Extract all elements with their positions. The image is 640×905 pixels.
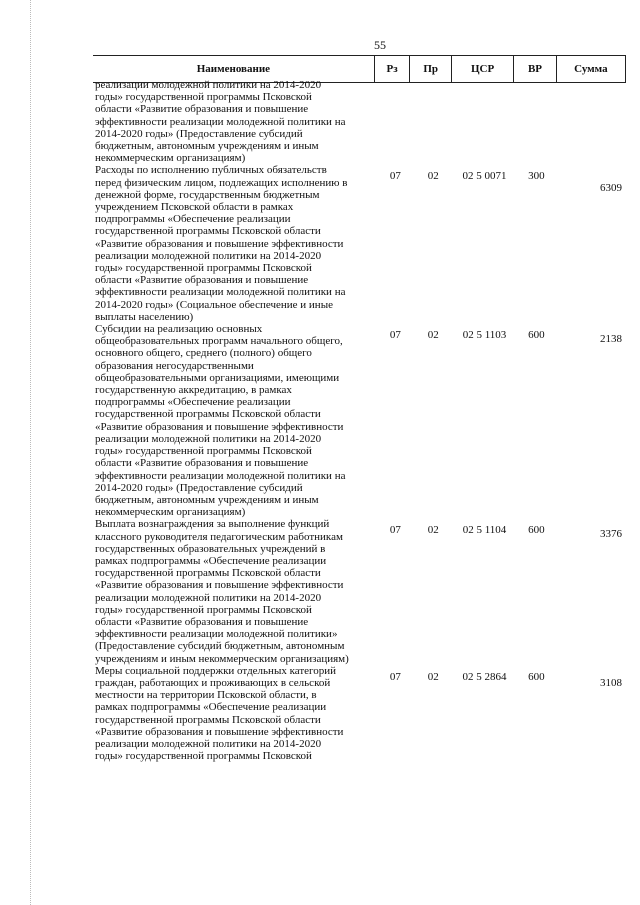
- table-row: [93, 79, 626, 164]
- row-name: Выплата вознаграждения за выполнение функций классного руководителя педагогическим работникам государственных образовательных учреждений в рамках подпрограммы «Обеспечение реализации государственной программы Псковской области «Развитие образования и повышение эффективности реализации молодежной политики на 2014-2020 годы» государственной программы Псковской области «Развитие образования и повышение эффективности реализации молодежной политики» (Предоставление субсидий бюджетным, автономным учреждениям и иным некоммерческим организациям): [95, 518, 349, 665]
- row-sum: 3376: [600, 528, 622, 541]
- header-vr: ВР: [513, 56, 556, 82]
- row-name: Меры социальной поддержки отдельных категорий граждан, работающих и проживающих в сельской местности на территории Псковской области, в рамках подпрограммы «Обеспечение реализации государственной программы Псковской области «Развитие образования и повышение эффективности реализации молодежной политики на 2014-2020 годы» государственной программы Псковской: [95, 664, 344, 763]
- header-pr: Пр: [409, 56, 451, 82]
- header-name: Наименование: [196, 63, 271, 75]
- row-csr: 02 5 0071: [462, 170, 507, 183]
- row-rz: [378, 79, 413, 164]
- row-csr: 02 5 1104: [462, 524, 507, 537]
- budget-table: [93, 55, 626, 762]
- row-rz: 07: [389, 524, 401, 537]
- row-pr: 02: [427, 329, 439, 342]
- row-vr: 600: [528, 329, 545, 342]
- row-sum: [557, 79, 626, 164]
- row-rz: 07: [389, 170, 401, 183]
- row-name: Субсидии на реализацию основных общеобразовательных программ начального общего, основного общего, среднего (полного) общего образования негосударственными общеобразовательными организациями, имеющими государственную аккредитацию, в рамках подпрограммы «Обеспечение реализации государственной программы Псковской области «Развитие образования и повышение эффективности реализации молодежной политики на 2014-2020 годы» государственной программы Псковской области «Развитие образования и повышение эффективности реализации молодежной политики на 2014-2020 годы» (Предоставление субсидий бюджетным, автономным учреждениям и иным некоммерческим организациям): [95, 323, 346, 519]
- row-name: реализации молодежной политики на 2014-2020 годы» государственной программы Псковской области «Развитие образования и повышение эффективности реализации молодежной политики на 2014-2020 годы» (Предоставление субсидий бюджетным, автономным учреждениям и иным некоммерческим организациям): [95, 79, 346, 165]
- table-body: [93, 79, 626, 762]
- row-pr: 02: [427, 670, 439, 683]
- table-row: [93, 323, 626, 518]
- table-row: [93, 164, 626, 323]
- row-name: Расходы по исполнению публичных обязательств перед физическим лицом, подлежащих исполнению в денежной форме, государственным бюджетным учреждением Псковской области в рамках подпрограммы «Обеспечение реализации государственной программы Псковской области «Развитие образования и повышение эффективности реализации молодежной политики на 2014-2020 годы» государственной программы Псковской области «Развитие образования и повышение эффективности реализации молодежной политики на 2014-2020 годы» (Социальное обеспечение и иные выплаты населению): [95, 164, 348, 323]
- row-rz: 07: [389, 670, 401, 683]
- row-rz: 07: [389, 329, 401, 342]
- page-number: 55: [374, 38, 386, 52]
- row-sum: 6309: [600, 182, 622, 195]
- row-pr: 02: [427, 170, 439, 183]
- row-pr: [413, 79, 454, 164]
- row-vr: [515, 79, 557, 164]
- header-sum: Сумма: [556, 56, 626, 82]
- row-vr: 600: [528, 670, 545, 683]
- row-pr: 02: [427, 524, 439, 537]
- row-sum: 2138: [600, 333, 622, 346]
- row-csr: [454, 79, 516, 164]
- table-row: [93, 518, 626, 664]
- row-vr: 600: [528, 524, 545, 537]
- header-rz: Рз: [374, 56, 410, 82]
- row-csr: 02 5 2864: [462, 670, 507, 683]
- row-sum: 3108: [600, 676, 622, 689]
- table-row: [93, 665, 626, 763]
- row-csr: 02 5 1103: [462, 329, 507, 342]
- row-vr: 300: [528, 170, 545, 183]
- header-csr: ЦСР: [451, 56, 513, 82]
- scan-margin-line: [30, 0, 32, 905]
